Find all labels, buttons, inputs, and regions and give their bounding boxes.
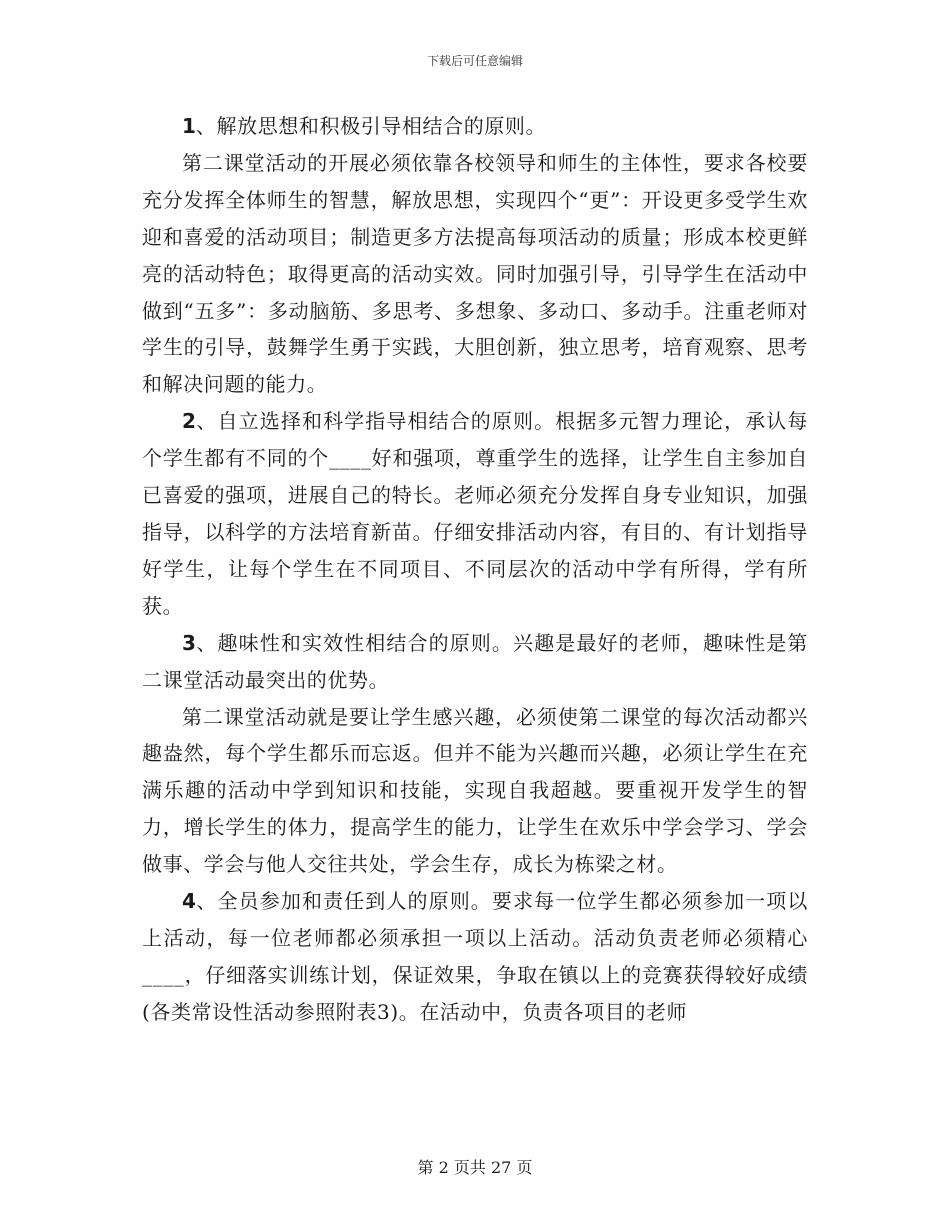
page-header: 下载后可任意编辑 — [426, 54, 523, 68]
paragraph-text: 、趣味性和实效性相结合的原则。兴趣是最好的老师，趣味性是第二课堂活动最突出的优势。 — [142, 630, 808, 692]
item-number: 4 — [182, 889, 196, 914]
item-number: 2 — [182, 409, 196, 434]
paragraph-text: 、自立选择和科学指导相结合的原则。根据多元智力理论，承认每个学生都有不同的个____好和强项，尊重学生的选择，让学生自主参加自已喜爱的强项，进展自己的特长。老师必须充分发挥自身专业知识，加强指导，以科学的方法培育新苗。仔细安排活动内容，有目的、有计划指导好学生，让每个学生在不同项目、不同层次的活动中学有所得，学有所获。 — [142, 409, 808, 618]
paragraph-text: 第二课堂活动的开展必须依靠各校领导和师生的主体性，要求各校要充分发挥全体师生的智慧，解放思想，实现四个“更”：开设更多受学生欢迎和喜爱的活动项目；制造更多方法提高每项活动的质量；形成本校更鲜亮的活动特色；取得更高的活动实效。同时加强引导，引导学生在活动中做到“五多”：多动脑筋、多思考、多想象、多动口、多动手。注重老师对学生的引导，鼓舞学生勇于实践，大胆创新，独立思考，培育观察、思考和解决问题的能力。 — [142, 150, 808, 397]
paragraph-principle-3-heading — [142, 625, 808, 699]
item-number: 3 — [182, 630, 196, 655]
paragraph-principle-3-body — [142, 699, 808, 884]
paragraph-principle-2 — [142, 403, 808, 624]
item-number: 1 — [182, 114, 196, 138]
paragraph-text: 第二课堂活动就是要让学生感兴趣，必须使第二课堂的每次活动都兴趣盎然，每个学生都乐而忘返。但并不能为兴趣而兴趣，必须让学生在充满乐趣的活动中学到知识和技能，实现自我超越。要重视开发学生的智力，增长学生的体力，提高学生的能力，让学生在欢乐中学会学习、学会做事、学会与他人交往共处，学会生存，成长为栋梁之材。 — [142, 704, 808, 877]
paragraph-text: 、解放思想和积极引导相结合的原则。 — [195, 114, 547, 138]
paragraph-principle-1-body — [142, 145, 808, 403]
document-body — [142, 108, 808, 1031]
paragraph-principle-1-heading — [142, 108, 808, 145]
paragraph-text: 、全员参加和责任到人的原则。要求每一位学生都必须参加一项以上活动，每一位老师都必须承担一项以上活动。活动负责老师必须精心____，仔细落实训练计划，保证效果，争取在镇以上的竞赛获得较好成绩(各类常设性活动参照附表3)。在活动中，负责各项目的老师 — [142, 889, 808, 1024]
page-footer: 第 2 页共 27 页 — [417, 1158, 533, 1177]
paragraph-principle-4 — [142, 883, 808, 1031]
